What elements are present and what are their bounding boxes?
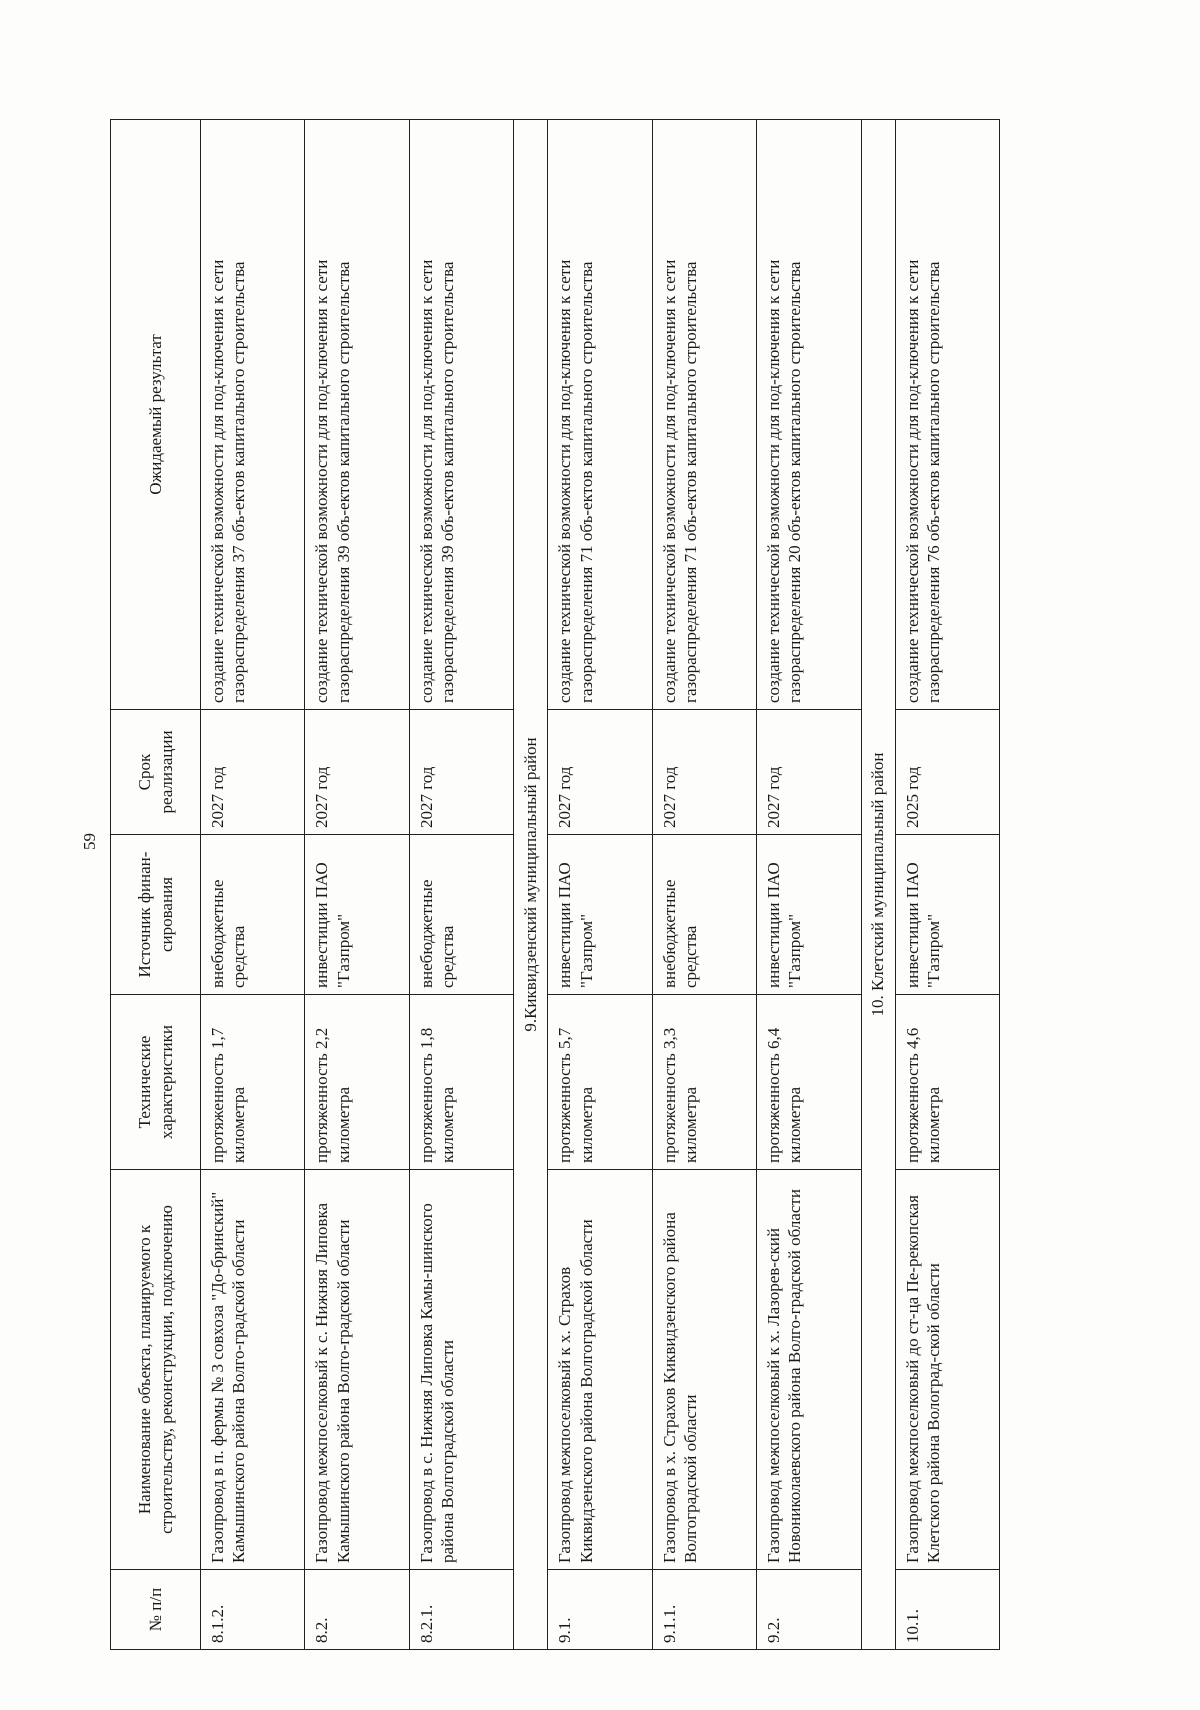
cell-term: 2027 год bbox=[757, 710, 861, 835]
cell-name: Газопровод в с. Нижняя Липовка Камы-шинского района Волгоградской области bbox=[409, 1170, 513, 1570]
cell-tech: протяженность 5,7 километра bbox=[548, 995, 652, 1170]
header-name: Наименование объекта, планируемого к строительству, реконструкции, подключению bbox=[111, 1170, 201, 1570]
table-header-row bbox=[111, 120, 201, 1650]
header-tech: Технические характеристики bbox=[111, 995, 201, 1170]
cell-result: создание технической возможности для под-ключения к сети газораспределения 20 объ-ектов капитального строительства bbox=[757, 120, 861, 710]
header-num: № п/п bbox=[111, 1570, 201, 1650]
cell-tech: протяженность 6,4 километра bbox=[757, 995, 861, 1170]
header-result: Ожидаемый результат bbox=[111, 120, 201, 710]
table-row bbox=[305, 120, 409, 1650]
table-row bbox=[201, 120, 305, 1650]
cell-source: внебюджетные средства bbox=[409, 835, 513, 995]
cell-result: создание технической возможности для под-ключения к сети газораспределения 39 объ-ектов капитального строительства bbox=[305, 120, 409, 710]
section-row bbox=[514, 120, 548, 1650]
cell-name: Газопровод межпоселковый до ст-ца Пе-рекопская Клетского района Волоград-ской области bbox=[895, 1170, 999, 1570]
section-title: 9.Киквидзенский муниципальный район bbox=[514, 120, 548, 1650]
cell-source: инвестиции ПАО "Газпром" bbox=[305, 835, 409, 995]
cell-num: 9.2. bbox=[757, 1570, 861, 1650]
cell-name: Газопровод межпоселковый к с. Нижняя Липовка Камышинского района Волго-градской области bbox=[305, 1170, 409, 1570]
cell-term: 2025 год bbox=[895, 710, 999, 835]
table-row bbox=[409, 120, 513, 1650]
table-row bbox=[757, 120, 861, 1650]
table-row bbox=[548, 120, 652, 1650]
cell-source: внебюджетные средства bbox=[201, 835, 305, 995]
cell-result: создание технической возможности для под-ключения к сети газораспределения 76 объ-ектов капитального строительства bbox=[895, 120, 999, 710]
cell-tech: протяженность 1,8 километра bbox=[409, 995, 513, 1170]
cell-num: 9.1. bbox=[548, 1570, 652, 1650]
cell-tech: протяженность 3,3 километра bbox=[652, 995, 756, 1170]
cell-name: Газопровод в п. фермы № 3 совхоза "До-бринский" Камышинского района Волго-градской области bbox=[201, 1170, 305, 1570]
cell-term: 2027 год bbox=[548, 710, 652, 835]
cell-term: 2027 год bbox=[201, 710, 305, 835]
table-row bbox=[895, 120, 999, 1650]
rotated-table-container bbox=[110, 120, 1000, 1650]
cell-source: внебюджетные средства bbox=[652, 835, 756, 995]
table-row bbox=[652, 120, 756, 1650]
cell-result: создание технической возможности для под-ключения к сети газораспределения 71 объ-ектов капитального строительства bbox=[548, 120, 652, 710]
cell-tech: протяженность 4,6 километра bbox=[895, 995, 999, 1170]
cell-result: создание технической возможности для под-ключения к сети газораспределения 37 объ-ектов капитального строительства bbox=[201, 120, 305, 710]
cell-term: 2027 год bbox=[409, 710, 513, 835]
cell-term: 2027 год bbox=[305, 710, 409, 835]
cell-num: 9.1.1. bbox=[652, 1570, 756, 1650]
header-source: Источник финан-сирования bbox=[111, 835, 201, 995]
cell-term: 2027 год bbox=[652, 710, 756, 835]
cell-result: создание технической возможности для под-ключения к сети газораспределения 39 объ-ектов капитального строительства bbox=[409, 120, 513, 710]
page-number: 59 bbox=[80, 833, 99, 850]
cell-num: 8.2. bbox=[305, 1570, 409, 1650]
cell-tech: протяженность 1,7 километра bbox=[201, 995, 305, 1170]
section-row bbox=[861, 120, 895, 1650]
cell-source: инвестиции ПАО "Газпром" bbox=[548, 835, 652, 995]
cell-name: Газопровод межпоселковый к х. Страхов Киквидзенского района Волгоградской области bbox=[548, 1170, 652, 1570]
cell-name: Газопровод межпоселковый к х. Лазорев-ский Новониколаевского района Волго-градской области bbox=[757, 1170, 861, 1570]
cell-tech: протяженность 2,2 километра bbox=[305, 995, 409, 1170]
cell-source: инвестиции ПАО "Газпром" bbox=[757, 835, 861, 995]
section-title: 10. Клетский муниципальный район bbox=[861, 120, 895, 1650]
cell-num: 8.1.2. bbox=[201, 1570, 305, 1650]
gas-pipeline-table bbox=[110, 119, 1000, 1650]
header-term: Срок реализации bbox=[111, 710, 201, 835]
cell-num: 8.2.1. bbox=[409, 1570, 513, 1650]
cell-num: 10.1. bbox=[895, 1570, 999, 1650]
cell-source: инвестиции ПАО "Газпром" bbox=[895, 835, 999, 995]
cell-name: Газопровод в х. Страхов Киквидзенского района Волгоградской области bbox=[652, 1170, 756, 1570]
cell-result: создание технической возможности для под-ключения к сети газораспределения 71 объ-ектов капитального строительства bbox=[652, 120, 756, 710]
